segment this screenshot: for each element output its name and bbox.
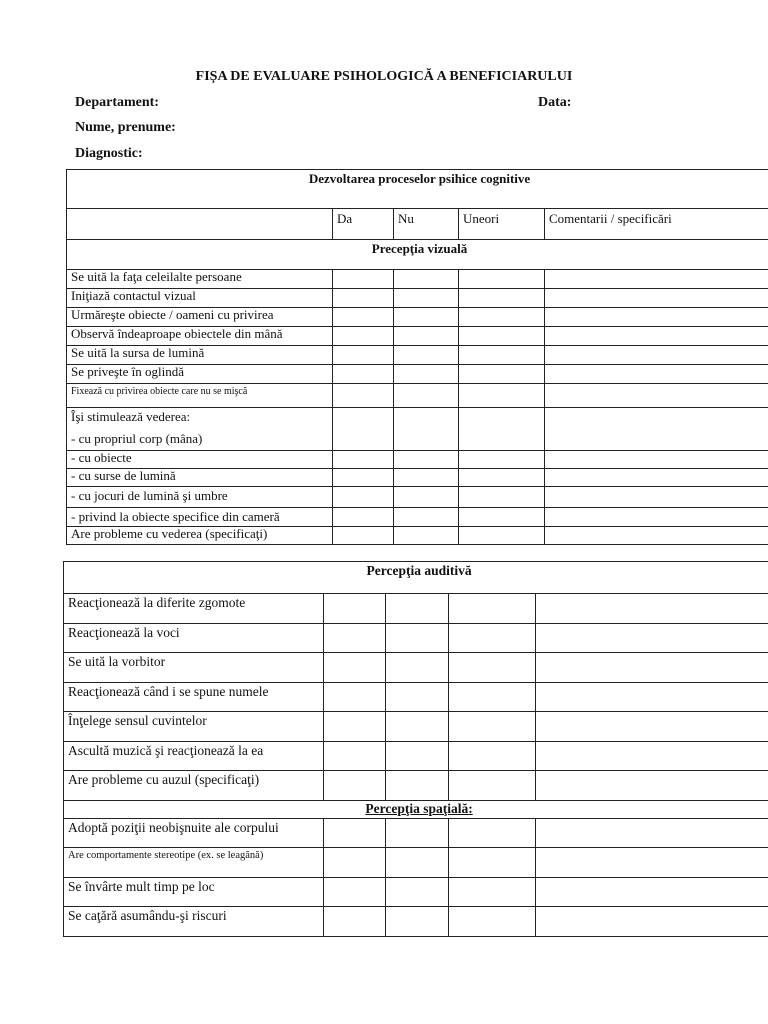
cell-da[interactable] — [333, 469, 394, 487]
cell-comentarii[interactable] — [536, 819, 768, 848]
row-label: Are probleme cu auzul (specificaţi) — [64, 771, 324, 801]
table-row — [67, 508, 768, 527]
table-row — [67, 487, 768, 508]
cell-nu[interactable] — [386, 771, 449, 801]
cell-uneori[interactable] — [459, 327, 545, 346]
section-title: Percepţia spaţială: — [365, 801, 473, 816]
cell-da[interactable] — [324, 712, 386, 742]
table-row — [67, 270, 768, 289]
cell-uneori[interactable] — [449, 819, 536, 848]
cell-uneori[interactable] — [459, 508, 545, 527]
column-header-uneori: Uneori — [459, 209, 545, 240]
row-label: - privind la obiecte specifice din cameră — [67, 508, 333, 527]
cell-nu[interactable] — [394, 487, 459, 508]
cell-uneori[interactable] — [449, 624, 536, 653]
cell-nu[interactable] — [386, 653, 449, 683]
nume-prenume-label: Nume, prenume: — [75, 120, 176, 135]
cell-uneori[interactable] — [459, 365, 545, 384]
cell-nu[interactable] — [394, 508, 459, 527]
cell-da[interactable] — [333, 487, 394, 508]
cell-comentarii[interactable] — [545, 327, 768, 346]
cell-nu[interactable] — [394, 469, 459, 487]
cell-uneori[interactable] — [459, 289, 545, 308]
cell-da[interactable] — [333, 327, 394, 346]
cell-nu[interactable] — [394, 365, 459, 384]
cell-comentarii[interactable] — [545, 365, 768, 384]
cell-uneori[interactable] — [449, 653, 536, 683]
table-row — [67, 527, 768, 545]
row-label: Are comportamente stereotipe (ex. se leagănă) — [64, 848, 324, 878]
table-row — [64, 848, 768, 878]
table-row — [64, 624, 768, 653]
cell-nu[interactable] — [386, 712, 449, 742]
cell-uneori[interactable] — [449, 742, 536, 771]
cell-uneori[interactable] — [459, 270, 545, 289]
row-label: Îşi stimulează vederea: — [71, 409, 191, 424]
cell-nu[interactable] — [394, 384, 459, 408]
cell-uneori[interactable] — [459, 487, 545, 508]
cell-uneori[interactable] — [459, 408, 545, 451]
cell-da[interactable] — [333, 308, 394, 327]
section-perceptia-vizuala: Precepţia vizuală — [67, 240, 768, 270]
cell-nu[interactable] — [394, 527, 459, 545]
cell-da[interactable] — [333, 527, 394, 545]
cell-nu[interactable] — [394, 451, 459, 469]
cell-da[interactable] — [324, 594, 386, 624]
table-row — [64, 819, 768, 848]
cell-da[interactable] — [333, 270, 394, 289]
row-label: Reacţionează la voci — [64, 624, 324, 653]
row-label: - cu surse de lumină — [67, 469, 333, 487]
cell-comentarii[interactable] — [545, 308, 768, 327]
cell-nu[interactable] — [386, 594, 449, 624]
cell-da[interactable] — [333, 289, 394, 308]
cell-da[interactable] — [324, 624, 386, 653]
table-row — [67, 469, 768, 487]
row-label: Se priveşte în oglindă — [67, 365, 333, 384]
table-row — [67, 327, 768, 346]
cell-nu[interactable] — [386, 819, 449, 848]
cell-da[interactable] — [333, 408, 394, 451]
table-row — [67, 308, 768, 327]
cell-uneori[interactable] — [449, 771, 536, 801]
cell-comentarii[interactable] — [536, 624, 768, 653]
cell-comentarii[interactable] — [536, 594, 768, 624]
table-row — [64, 742, 768, 771]
row-label: Iniţiază contactul vizual — [67, 289, 333, 308]
table-row — [64, 683, 768, 712]
cell-nu[interactable] — [386, 848, 449, 878]
cell-uneori[interactable] — [459, 451, 545, 469]
perception-table — [63, 561, 768, 937]
row-label: - cu propriul corp (mâna) — [71, 430, 203, 446]
cell-comentarii[interactable] — [545, 487, 768, 508]
cell-uneori[interactable] — [459, 384, 545, 408]
cell-uneori[interactable] — [459, 346, 545, 365]
cell-da[interactable] — [324, 771, 386, 801]
table-row — [64, 594, 768, 624]
cell-comentarii[interactable] — [545, 346, 768, 365]
cell-comentarii[interactable] — [545, 508, 768, 527]
cell-comentarii[interactable] — [545, 289, 768, 308]
cell-da[interactable] — [324, 653, 386, 683]
cell-nu[interactable] — [386, 907, 449, 937]
row-label: Se uită la vorbitor — [64, 653, 324, 683]
cognitive-table — [66, 169, 768, 545]
row-label: Reacţionează la diferite zgomote — [64, 594, 324, 624]
column-header-comentarii: Comentarii / specificări — [545, 209, 768, 240]
cell-comentarii[interactable] — [536, 683, 768, 712]
row-label: Reacţionează când i se spune numele — [64, 683, 324, 712]
row-label: Se învârte mult timp pe loc — [64, 878, 324, 907]
cell-da[interactable] — [333, 365, 394, 384]
cell-nu[interactable] — [386, 624, 449, 653]
row-label: Observă îndeaproape obiectele din mână — [67, 327, 333, 346]
cell-da[interactable] — [333, 451, 394, 469]
cell-uneori[interactable] — [449, 683, 536, 712]
cell-comentarii[interactable] — [545, 451, 768, 469]
table-row — [67, 346, 768, 365]
column-header-blank — [67, 209, 333, 240]
cell-comentarii[interactable] — [536, 907, 768, 937]
table-row — [64, 771, 768, 801]
column-header-da: Da — [333, 209, 394, 240]
cell-nu[interactable] — [394, 346, 459, 365]
row-label: Înţelege sensul cuvintelor — [64, 712, 324, 742]
cell-comentarii[interactable] — [536, 771, 768, 801]
cell-nu[interactable] — [386, 683, 449, 712]
cell-comentarii[interactable] — [545, 384, 768, 408]
table-row — [67, 451, 768, 469]
cell-uneori[interactable] — [459, 308, 545, 327]
row-label: Se uită la sursa de lumină — [67, 346, 333, 365]
cell-nu[interactable] — [386, 878, 449, 907]
cell-comentarii[interactable] — [545, 270, 768, 289]
departament-label: Departament: — [75, 95, 159, 110]
cell-da[interactable] — [324, 848, 386, 878]
cell-nu[interactable] — [386, 742, 449, 771]
row-label: - cu jocuri de lumină şi umbre — [67, 487, 333, 508]
row-label: Se caţără asumându-şi riscuri — [64, 907, 324, 937]
table-row — [67, 289, 768, 308]
page-title: FIȘA DE EVALUARE PSIHOLOGICĂ A BENEFICIARULUI — [195, 69, 573, 84]
cell-nu[interactable] — [394, 270, 459, 289]
cell-da[interactable] — [324, 907, 386, 937]
table-row — [67, 384, 768, 408]
table-header: Dezvoltarea proceselor psihice cognitive — [67, 170, 768, 209]
cell-nu[interactable] — [394, 289, 459, 308]
row-label: Fixează cu privirea obiecte care nu se mişcă — [67, 384, 333, 408]
row-label: Ascultă muzică şi reacţionează la ea — [64, 742, 324, 771]
cell-uneori[interactable] — [459, 469, 545, 487]
table-row — [67, 365, 768, 384]
row-label: Are probleme cu vederea (specificaţi) — [67, 527, 333, 545]
cell-nu[interactable] — [394, 408, 459, 451]
cell-nu[interactable] — [394, 327, 459, 346]
section-perceptia-spatiala — [64, 801, 768, 819]
cell-comentarii[interactable] — [536, 653, 768, 683]
diagnostic-label: Diagnostic: — [75, 146, 143, 161]
table-row — [64, 907, 768, 937]
cell-uneori[interactable] — [449, 878, 536, 907]
section-perceptia-auditiva: Percepţia auditivă — [64, 562, 768, 594]
cell-comentarii[interactable] — [536, 878, 768, 907]
cell-da[interactable] — [333, 508, 394, 527]
cell-comentarii[interactable] — [545, 408, 768, 451]
cell-da[interactable] — [324, 819, 386, 848]
row-label: Urmăreşte obiecte / oameni cu privirea — [67, 308, 333, 327]
cell-da[interactable] — [324, 878, 386, 907]
table-row — [64, 712, 768, 742]
table-row — [64, 653, 768, 683]
cell-comentarii[interactable] — [536, 712, 768, 742]
cell-uneori[interactable] — [449, 907, 536, 937]
cell-comentarii[interactable] — [545, 469, 768, 487]
row-label: Adoptă poziţii neobişnuite ale corpului — [64, 819, 324, 848]
cell-uneori[interactable] — [449, 712, 536, 742]
cell-comentarii[interactable] — [536, 742, 768, 771]
row-label-stimuleaza-vederea — [67, 408, 333, 451]
cell-comentarii[interactable] — [536, 848, 768, 878]
cell-uneori[interactable] — [449, 594, 536, 624]
table-row — [67, 408, 768, 451]
row-label: Se uită la faţa celeilalte persoane — [67, 270, 333, 289]
table-row — [64, 878, 768, 907]
cell-nu[interactable] — [394, 308, 459, 327]
column-header-nu: Nu — [394, 209, 459, 240]
cell-uneori[interactable] — [459, 527, 545, 545]
cell-da[interactable] — [333, 346, 394, 365]
cell-da[interactable] — [324, 742, 386, 771]
row-label: - cu obiecte — [67, 451, 333, 469]
cell-comentarii[interactable] — [545, 527, 768, 545]
cell-da[interactable] — [324, 683, 386, 712]
cell-uneori[interactable] — [449, 848, 536, 878]
cell-da[interactable] — [333, 384, 394, 408]
data-label: Data: — [538, 95, 572, 110]
